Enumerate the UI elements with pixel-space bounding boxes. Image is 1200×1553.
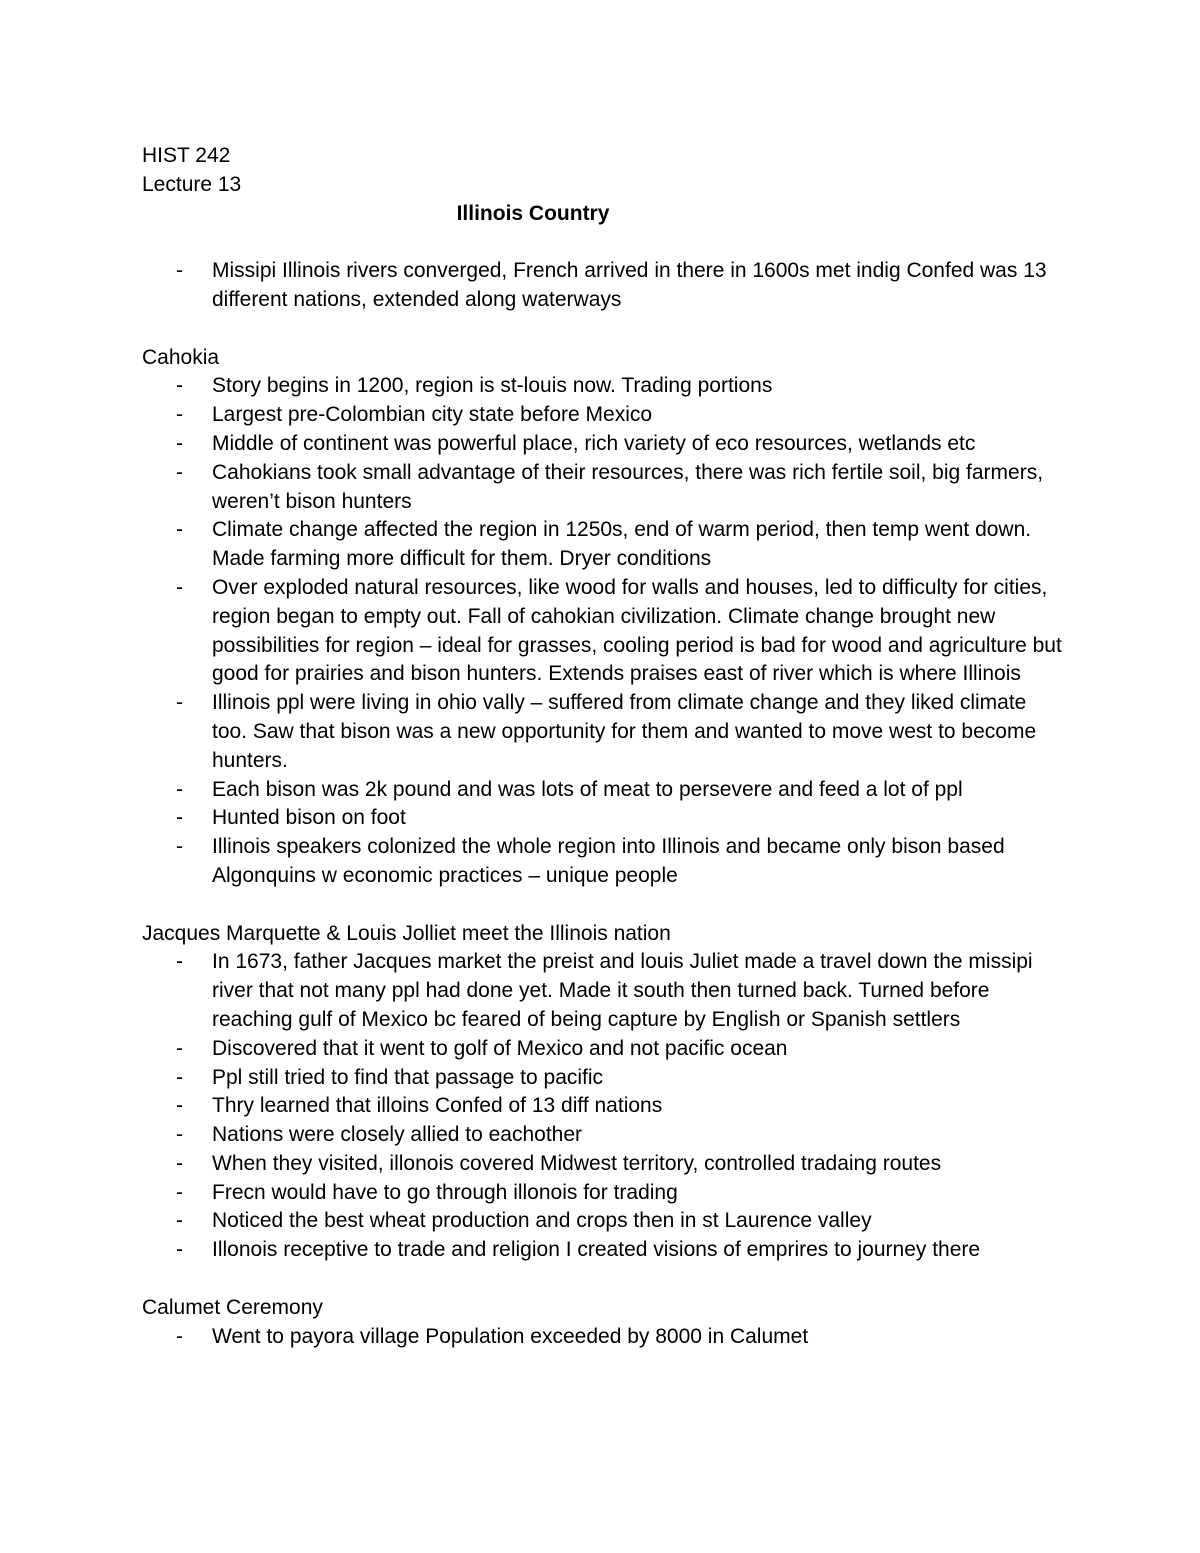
list-item — [142, 1064, 1062, 1093]
list-item-text: Thry learned that illoins Confed of 13 diff nations — [212, 1094, 663, 1118]
bullet-dash: - — [176, 835, 183, 859]
spacer — [142, 315, 1062, 344]
list-item-text: Largest pre-Colombian city state before Mexico — [212, 403, 653, 427]
list-item — [142, 833, 1062, 891]
list-item-text: Discovered that it went to golf of Mexico and not pacific ocean — [212, 1036, 788, 1060]
list-item — [142, 1236, 1062, 1265]
list-item — [142, 948, 1062, 1034]
list-item-text: When they visited, illonois covered Midwest territory, controlled tradaing routes — [212, 1151, 942, 1175]
list-item-text: Cahokians took small advantage of their resources, there was rich fertile soil, big farmers, weren’t bison hunters — [212, 460, 1044, 513]
bullet-dash: - — [176, 1036, 183, 1060]
list-item-text: In 1673, father Jacques market the preist and louis Juliet made a travel down the missipi river that not many ppl had done yet. Made it south then turned back. Turned before reaching gulf of Mexico bc feared of being capture by English or Spanish settlers — [212, 950, 1033, 1031]
bullet-dash: - — [176, 431, 183, 455]
list-item-text: Ppl still tried to find that passage to pacific — [212, 1065, 604, 1089]
spacer — [142, 891, 1062, 920]
list-item-text: Each bison was 2k pound and was lots of meat to persevere and feed a lot of ppl — [212, 777, 963, 801]
list-item — [142, 257, 1062, 315]
document-page — [142, 142, 1062, 1351]
list-item — [142, 401, 1062, 430]
intro-list — [142, 257, 1062, 315]
list-item-text: Frecn would have to go through illonois for trading — [212, 1180, 678, 1204]
list-item-text: Noticed the best wheat production and crops then in st Laurence valley — [212, 1209, 872, 1233]
list-item — [142, 1150, 1062, 1179]
list-item — [142, 1035, 1062, 1064]
course-code: HIST 242 — [142, 144, 231, 167]
marquette-jolliet-list — [142, 948, 1062, 1265]
list-item — [142, 1179, 1062, 1208]
list-item-text: Climate change affected the region in 1250s, end of warm period, then temp went down. Made farming more difficult for them. Dryer conditions — [212, 518, 1032, 571]
list-item — [142, 1207, 1062, 1236]
list-item-text: Missipi Illinois rivers converged, French arrived in there in 1600s met indig Confed was 13 different nations, extended along waterways — [212, 259, 1047, 311]
bullet-dash: - — [176, 777, 183, 801]
bullet-dash: - — [176, 403, 183, 427]
page-title: Illinois Country — [456, 201, 610, 225]
spacer — [142, 228, 1062, 257]
bullet-dash: - — [176, 1324, 183, 1348]
bullet-dash: - — [176, 950, 183, 974]
list-item-text: Illinois ppl were living in ohio vally – suffered from climate change and they liked climate too. Saw that bison was a new opportunity for them and wanted to move west to become hunters. — [212, 691, 1037, 772]
bullet-dash: - — [176, 575, 183, 599]
list-item — [142, 776, 1062, 805]
bullet-dash: - — [176, 1238, 183, 1262]
bullet-dash: - — [176, 1094, 183, 1118]
section-heading-cahokia: Cahokia — [142, 345, 220, 369]
list-item — [142, 804, 1062, 833]
list-item-text: Went to payora village Population exceeded by 8000 in Calumet — [212, 1324, 809, 1348]
bullet-dash: - — [176, 259, 183, 283]
list-item — [142, 459, 1062, 517]
bullet-dash: - — [176, 518, 183, 542]
list-item-text: Nations were closely allied to eachother — [212, 1123, 583, 1147]
cahokia-list — [142, 372, 1062, 890]
list-item — [142, 1323, 1062, 1352]
list-item-text: Illinois speakers colonized the whole region into Illinois and became only bison based Algonquins w economic practices – unique people — [212, 835, 1005, 887]
list-item-text: Illonois receptive to trade and religion I created visions of emprires to journey there — [212, 1238, 981, 1262]
bullet-dash: - — [176, 691, 183, 715]
list-item — [142, 1092, 1062, 1121]
list-item — [142, 372, 1062, 401]
list-item — [142, 1121, 1062, 1150]
bullet-dash: - — [176, 1151, 183, 1175]
section-heading-marquette-jolliet: Jacques Marquette & Louis Jolliet meet the Illinois nation — [142, 921, 671, 945]
list-item — [142, 430, 1062, 459]
bullet-dash: - — [176, 374, 183, 398]
section-heading-calumet: Calumet Ceremony — [142, 1295, 323, 1319]
spacer — [142, 1265, 1062, 1294]
lecture-number: Lecture 13 — [142, 172, 242, 196]
bullet-dash: - — [176, 1123, 183, 1147]
list-item — [142, 689, 1062, 775]
list-item — [142, 516, 1062, 574]
bullet-dash: - — [176, 1180, 183, 1204]
calumet-list — [142, 1323, 1062, 1352]
bullet-dash: - — [176, 1209, 183, 1233]
list-item — [142, 574, 1062, 689]
list-item-text: Story begins in 1200, region is st-louis now. Trading portions — [212, 374, 773, 398]
list-item-text: Hunted bison on foot — [212, 806, 406, 830]
list-item-text: Middle of continent was powerful place, rich variety of eco resources, wetlands etc — [212, 431, 976, 455]
bullet-dash: - — [176, 460, 183, 484]
bullet-dash: - — [176, 1065, 183, 1089]
list-item-text: Over exploded natural resources, like wood for walls and houses, led to difficulty for cities, region began to empty out. Fall of cahokian civilization. Climate change brought new possibilities for region – ideal for grasses, cooling period is bad for wood and agriculture but good for prairies and bison hunters. Extends praises east of river which is where Illinois — [212, 575, 1062, 686]
bullet-dash: - — [176, 806, 183, 830]
